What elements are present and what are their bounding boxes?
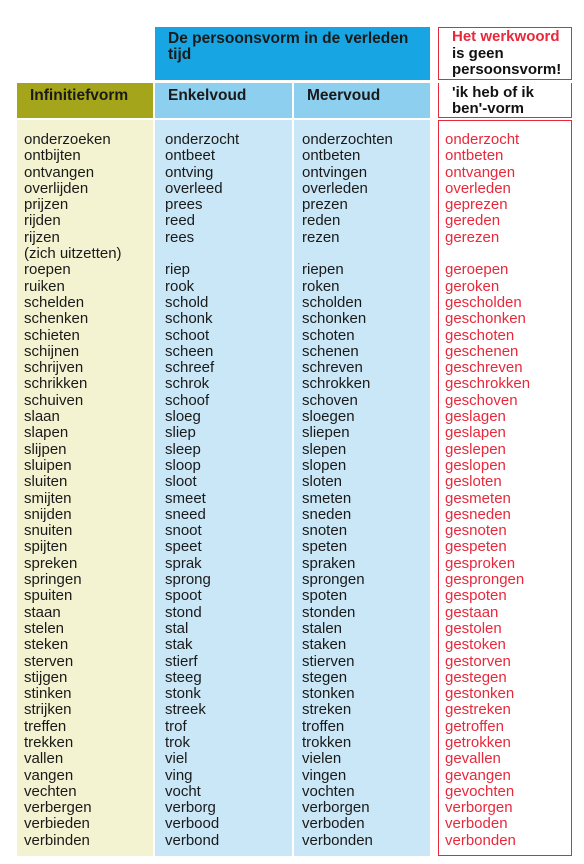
infinitive-cell: schrikken bbox=[24, 375, 88, 393]
participle-cell: gestonken bbox=[445, 685, 515, 703]
plural-cell: slepen bbox=[302, 440, 347, 458]
singular-cell: stak bbox=[165, 636, 193, 654]
infinitive-cell: verbergen bbox=[24, 799, 92, 817]
plural-cell: verbonden bbox=[302, 831, 373, 849]
infinitive-cell: verbinden bbox=[24, 831, 90, 849]
past-tense-header bbox=[155, 27, 430, 80]
infinitive-cell: slaan bbox=[24, 408, 60, 426]
participle-cell: verboden bbox=[445, 815, 508, 833]
singular-cell: verborg bbox=[165, 799, 216, 817]
singular-cell: riep bbox=[165, 261, 191, 279]
infinitive-cell: overlijden bbox=[24, 179, 89, 197]
plural-cell: schonken bbox=[302, 310, 367, 328]
plural-cell: schenen bbox=[302, 342, 359, 360]
singular-cell: sprak bbox=[165, 554, 202, 572]
participle-column bbox=[445, 132, 530, 849]
infinitive-cell: springen bbox=[24, 571, 82, 589]
infinitive-cell: vangen bbox=[24, 766, 74, 784]
plural-cell: sloegen bbox=[302, 408, 355, 426]
participle-cell: geprezen bbox=[445, 196, 508, 214]
plural-cell: schrokken bbox=[302, 375, 371, 393]
plural-cell: sliepen bbox=[302, 424, 350, 442]
infinitive-cell: sluiten bbox=[24, 473, 68, 491]
participle-cell: getroffen bbox=[445, 717, 504, 735]
participle-cell: geroken bbox=[445, 277, 500, 295]
singular-cell: steeg bbox=[165, 668, 202, 686]
participle-cell: geschreven bbox=[445, 359, 523, 377]
plural-cell: ontbeten bbox=[302, 147, 361, 165]
participle-cell: gestolen bbox=[445, 619, 502, 637]
plural-cell: spoten bbox=[302, 587, 348, 605]
plural-cell: riepen bbox=[302, 261, 344, 279]
infinitive-cell: smijten bbox=[24, 489, 72, 507]
singular-cell: speet bbox=[165, 538, 202, 556]
participle-cell: verbonden bbox=[445, 831, 516, 849]
plural-cell: schoten bbox=[302, 326, 355, 344]
singular-cell: sneed bbox=[165, 505, 206, 523]
singular-cell: verbood bbox=[165, 815, 220, 833]
singular-cell: ving bbox=[165, 766, 193, 784]
plural-cell: stonken bbox=[302, 685, 355, 703]
singular-cell: sprong bbox=[165, 571, 211, 589]
singular-cell: sliep bbox=[165, 424, 196, 442]
plural-cell: stonden bbox=[302, 603, 356, 621]
infinitive-cell: vechten bbox=[24, 782, 77, 800]
singular-cell: stonk bbox=[165, 685, 201, 703]
infinitive-cell: strijken bbox=[24, 701, 72, 719]
singular-cell: overleed bbox=[165, 179, 223, 197]
participle-cell: gevochten bbox=[445, 782, 515, 800]
infinitive-cell: stijgen bbox=[24, 668, 68, 686]
participle-header-label: 'ik heb of ik ben'-vorm bbox=[452, 84, 534, 117]
participle-cell: onderzocht bbox=[445, 131, 520, 148]
plural-cell: rezen bbox=[302, 228, 340, 246]
plural-cell: stegen bbox=[302, 668, 348, 686]
plural-cell: vochten bbox=[302, 782, 355, 800]
infinitive-cell: sluipen bbox=[24, 456, 72, 474]
infinitive-cell: rijden bbox=[24, 212, 61, 230]
participle-cell: gespeten bbox=[445, 538, 507, 556]
plural-cell: vielen bbox=[302, 750, 342, 768]
plural-cell: sneden bbox=[302, 505, 352, 523]
singular-cell: rees bbox=[165, 228, 195, 246]
singular-cell: stierf bbox=[165, 652, 198, 670]
note-red-text: Het werkwoord bbox=[452, 28, 560, 45]
plural-cell: slopen bbox=[302, 456, 347, 474]
participle-cell: overleden bbox=[445, 179, 511, 197]
infinitive-column bbox=[24, 132, 122, 849]
note-box bbox=[438, 27, 572, 80]
infinitive-cell: snuiten bbox=[24, 522, 73, 540]
infinitive-cell: trekken bbox=[24, 733, 74, 751]
participle-cell: gesproken bbox=[445, 554, 516, 572]
participle-cell: geslagen bbox=[445, 408, 506, 426]
plural-cell bbox=[302, 246, 393, 262]
plural-cell: reden bbox=[302, 212, 341, 230]
plural-cell: sloten bbox=[302, 473, 343, 491]
plural-cell: ontvingen bbox=[302, 163, 368, 181]
singular-column bbox=[165, 132, 239, 849]
singular-cell: sleep bbox=[165, 440, 201, 458]
participle-cell: geschonken bbox=[445, 310, 526, 328]
singular-header-label: Enkelvoud bbox=[168, 87, 247, 104]
infinitive-cell: ontvangen bbox=[24, 163, 95, 181]
infinitive-cell: treffen bbox=[24, 717, 67, 735]
plural-header-label: Meervoud bbox=[307, 87, 381, 104]
singular-cell: streek bbox=[165, 701, 206, 719]
infinitive-cell: sterven bbox=[24, 652, 74, 670]
infinitive-cell: staan bbox=[24, 603, 61, 621]
singular-cell: onderzocht bbox=[165, 131, 240, 148]
participle-cell: gescholden bbox=[445, 293, 522, 311]
participle-cell: gesprongen bbox=[445, 571, 525, 589]
participle-cell: gestreken bbox=[445, 701, 511, 719]
infinitive-cell: schijnen bbox=[24, 342, 80, 360]
participle-cell: geschenen bbox=[445, 342, 519, 360]
singular-cell: ontving bbox=[165, 163, 214, 181]
singular-cell: schreef bbox=[165, 359, 215, 377]
plural-cell: verborgen bbox=[302, 799, 370, 817]
participle-cell: gestaan bbox=[445, 603, 499, 621]
singular-cell: scheen bbox=[165, 342, 214, 360]
plural-cell: streken bbox=[302, 701, 352, 719]
plural-cell: troffen bbox=[302, 717, 345, 735]
participle-cell: verborgen bbox=[445, 799, 513, 817]
infinitive-cell: schrijven bbox=[24, 359, 84, 377]
participle-cell: gestoken bbox=[445, 636, 506, 654]
participle-cell: gesloten bbox=[445, 473, 502, 491]
participle-cell bbox=[445, 246, 530, 262]
infinitive-cell: schenken bbox=[24, 310, 89, 328]
plural-cell: smeten bbox=[302, 489, 352, 507]
participle-cell: gereden bbox=[445, 212, 501, 230]
infinitive-cell: snijden bbox=[24, 505, 72, 523]
participle-cell: geroepen bbox=[445, 261, 509, 279]
infinitive-cell: ruiken bbox=[24, 277, 65, 295]
plural-cell: spraken bbox=[302, 554, 356, 572]
infinitive-cell: schuiven bbox=[24, 391, 84, 409]
singular-cell: verbond bbox=[165, 831, 220, 849]
participle-cell: geschoven bbox=[445, 391, 518, 409]
infinitive-cell: slijpen bbox=[24, 440, 67, 458]
infinitive-cell: onderzoeken bbox=[24, 131, 111, 148]
infinitive-cell: stelen bbox=[24, 619, 65, 637]
participle-cell: geslapen bbox=[445, 424, 506, 442]
participle-cell: ontbeten bbox=[445, 147, 504, 165]
plural-header bbox=[294, 83, 430, 118]
participle-cell: gesneden bbox=[445, 505, 511, 523]
singular-cell: viel bbox=[165, 750, 188, 768]
infinitive-header-label: Infinitiefvorm bbox=[30, 87, 129, 104]
singular-cell: stond bbox=[165, 603, 202, 621]
participle-cell: getrokken bbox=[445, 733, 511, 751]
singular-cell: schonk bbox=[165, 310, 213, 328]
plural-cell: stierven bbox=[302, 652, 355, 670]
infinitive-cell: spreken bbox=[24, 554, 78, 572]
past-tense-title: De persoonsvorm in de verleden tijd bbox=[168, 30, 409, 63]
plural-cell: schreven bbox=[302, 359, 363, 377]
plural-cell: verboden bbox=[302, 815, 365, 833]
singular-cell: sloot bbox=[165, 473, 197, 491]
infinitive-cell: rijzen bbox=[24, 228, 60, 246]
singular-cell: schoot bbox=[165, 326, 210, 344]
singular-cell: smeet bbox=[165, 489, 206, 507]
singular-cell: trok bbox=[165, 733, 191, 751]
singular-cell: sloeg bbox=[165, 408, 201, 426]
participle-header bbox=[438, 83, 572, 118]
plural-cell: sprongen bbox=[302, 571, 365, 589]
participle-cell: gestegen bbox=[445, 668, 507, 686]
plural-cell: prezen bbox=[302, 196, 348, 214]
singular-cell: schrok bbox=[165, 375, 210, 393]
plural-cell: schoven bbox=[302, 391, 358, 409]
infinitive-cell: steken bbox=[24, 636, 69, 654]
singular-header bbox=[155, 83, 292, 118]
singular-cell: spoot bbox=[165, 587, 202, 605]
participle-cell: geslepen bbox=[445, 440, 506, 458]
participle-cell: ontvangen bbox=[445, 163, 516, 181]
singular-cell: prees bbox=[165, 196, 203, 214]
infinitive-cell: schieten bbox=[24, 326, 80, 344]
infinitive-cell: roepen bbox=[24, 261, 71, 279]
singular-cell bbox=[165, 246, 239, 262]
singular-cell: trof bbox=[165, 717, 187, 735]
singular-cell: schold bbox=[165, 293, 209, 311]
singular-cell: ontbeet bbox=[165, 147, 216, 165]
infinitive-cell: ontbijten bbox=[24, 147, 81, 165]
plural-cell: scholden bbox=[302, 293, 363, 311]
plural-cell: roken bbox=[302, 277, 340, 295]
plural-cell: snoten bbox=[302, 522, 348, 540]
plural-cell: stalen bbox=[302, 619, 343, 637]
infinitive-cell: stinken bbox=[24, 685, 72, 703]
infinitive-cell: schelden bbox=[24, 293, 85, 311]
singular-cell: stal bbox=[165, 619, 189, 637]
participle-cell: gevangen bbox=[445, 766, 511, 784]
participle-cell: gespoten bbox=[445, 587, 507, 605]
infinitive-cell: slapen bbox=[24, 424, 69, 442]
singular-cell: sloop bbox=[165, 456, 201, 474]
participle-cell: geschoten bbox=[445, 326, 515, 344]
plural-cell: speten bbox=[302, 538, 348, 556]
participle-cell: gerezen bbox=[445, 228, 500, 246]
singular-cell: vocht bbox=[165, 782, 201, 800]
infinitive-cell: vallen bbox=[24, 750, 64, 768]
plural-cell: onderzochten bbox=[302, 131, 393, 148]
participle-cell: gevallen bbox=[445, 750, 501, 768]
plural-cell: overleden bbox=[302, 179, 368, 197]
infinitive-cell: prijzen bbox=[24, 196, 69, 214]
plural-cell: staken bbox=[302, 636, 347, 654]
infinitive-header bbox=[17, 83, 153, 118]
plural-cell: trokken bbox=[302, 733, 352, 751]
note-black-text: is geen persoonsvorm! bbox=[452, 44, 562, 78]
participle-cell: gesmeten bbox=[445, 489, 511, 507]
infinitive-cell: spuiten bbox=[24, 587, 73, 605]
singular-cell: rook bbox=[165, 277, 195, 295]
participle-cell: gesnoten bbox=[445, 522, 507, 540]
infinitive-cell: spijten bbox=[24, 538, 68, 556]
participle-cell: gestorven bbox=[445, 652, 511, 670]
participle-cell: geschrokken bbox=[445, 375, 531, 393]
singular-cell: reed bbox=[165, 212, 196, 230]
singular-cell: schoof bbox=[165, 391, 210, 409]
participle-cell: geslopen bbox=[445, 456, 506, 474]
singular-cell: snoot bbox=[165, 522, 202, 540]
plural-cell: vingen bbox=[302, 766, 347, 784]
plural-column bbox=[302, 132, 393, 849]
infinitive-cell: (zich uitzetten) bbox=[24, 245, 122, 263]
infinitive-cell: verbieden bbox=[24, 815, 90, 833]
